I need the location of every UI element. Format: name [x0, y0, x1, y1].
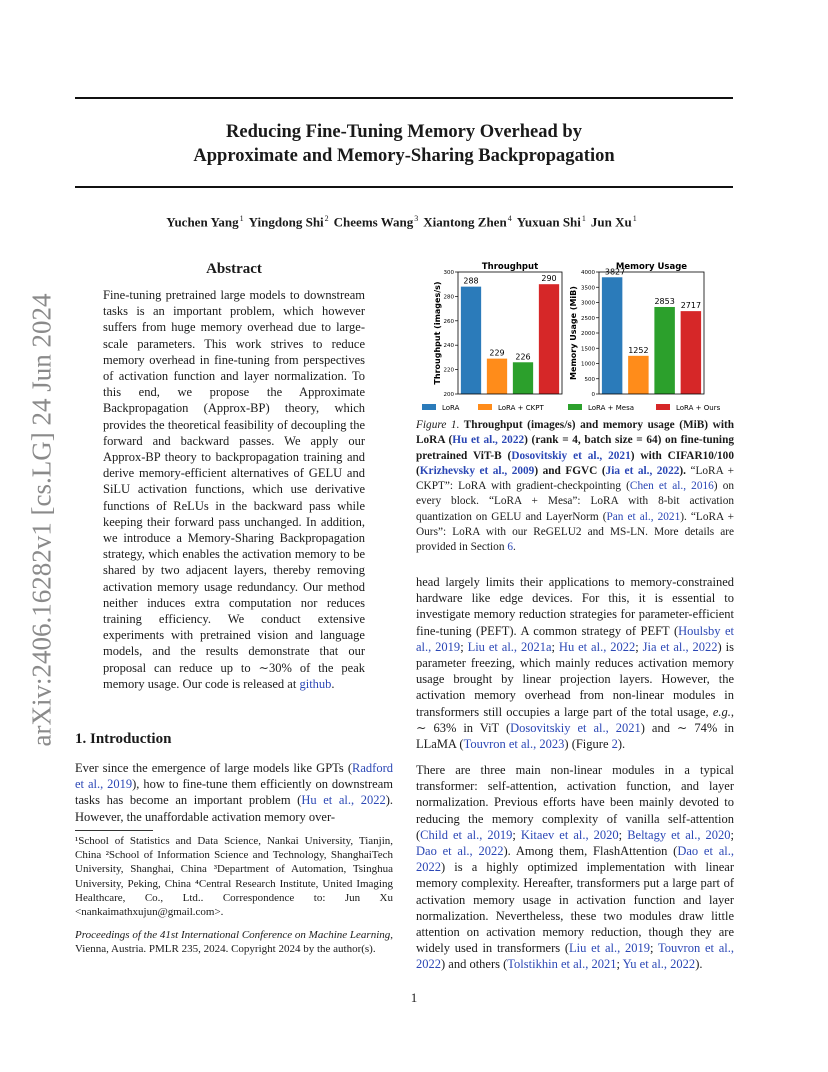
col2-text: ; — [512, 827, 521, 842]
figure-label: Figure 1. — [416, 419, 460, 431]
title-line-2: Approximate and Memory-Sharing Backpropagation — [193, 146, 615, 166]
chart-y-axis-label: Throughput (images/s) — [433, 281, 442, 385]
col2-text: ) is parameter freezing, which mainly reduces activation memory usage brought by linear projection layers. However, the activation memory overhead from non-linear modules in transformers still occupies a large part of the total usage, — [416, 639, 734, 719]
abstract-heading: Abstract — [206, 261, 262, 277]
col2-text: There are three main non-linear modules in a typical transformer: self-attention, activation function, and layer normalization. Previous efforts have been mainly devoted to reducing the memory complexity of vanilla self-attention ( — [416, 763, 734, 842]
legend-swatch — [478, 404, 492, 410]
intro-text: Ever since the emergence of large models like GPTs ( — [75, 761, 353, 775]
author-affiliation-mark: 2 — [324, 214, 329, 223]
legend-label: LoRA + CKPT — [498, 404, 544, 412]
author-name: Cheems Wang — [333, 214, 414, 230]
legend-label: LoRA + Ours — [676, 404, 721, 412]
chart-data-label: 3827 — [604, 267, 626, 277]
caption-citation-link[interactable]: Jia et al., 2022 — [605, 464, 680, 477]
chart-data-label: 1252 — [628, 345, 649, 355]
col2-citation-link[interactable]: Dao et al., 2022 — [416, 844, 734, 875]
caption-text: ) on every block. “LoRA + Mesa”: LoRA with 8-bit activation quantization on GELU and LayerNorm ( — [416, 480, 734, 523]
chart-y-tick-label: 280 — [443, 294, 454, 301]
col2-text: ) (Figure — [564, 737, 612, 752]
caption-body — [416, 419, 734, 553]
proceedings-note — [75, 928, 393, 956]
caption-citation-link[interactable]: Pan et al., 2021 — [606, 510, 681, 523]
legend-label: LoRA + Mesa — [588, 404, 635, 412]
chart-y-tick-label: 240 — [443, 343, 454, 350]
col2-citation-link[interactable]: Liu et al., 2021a — [467, 639, 552, 654]
legend-label: LoRA — [442, 404, 460, 412]
figure-1-caption — [416, 418, 734, 556]
author-list — [75, 214, 733, 230]
author-affiliation-mark: 4 — [507, 214, 512, 223]
legend-swatch — [656, 404, 670, 410]
caption-text: . — [512, 541, 516, 554]
caption-text: ). “LoRA + Ours”: LoRA with our ReGELU2 and MS-LN. More details are provided in Section — [416, 510, 734, 554]
col2-text: ; — [460, 639, 468, 654]
chart-bar — [539, 284, 559, 394]
col2-citation-link[interactable]: Houlsby et al., 2019 — [416, 623, 735, 654]
intro-text: ). However, the unaffordable activation memory over- — [75, 793, 394, 824]
intro-text: ), how to fine-tune them efficiently on downstream tasks has become an important problem ( — [75, 777, 393, 808]
author-name: Yuxuan Shi — [516, 214, 581, 230]
abstract-body: Fine-tuning pretrained large models to downstream tasks is an important problem, which however suffers from huge memory overhead due to large-scale parameters. This work strives to reduce memory overhead in fine-tuning from perspectives of activation function and layer normalization. To this end, we propose the Approximate Backpropagation (Approx-BP) theory, which provides the theoretical feasibility of decoupling the forward and backward passes. We apply our Approx-BP theory to backpropagation training and derive memory-efficient alternatives of GELU and SiLU activation functions, which use derivative functions of ReLUs in the backward pass while keeping their forward pass unchanged. In addition, we introduce a Memory-Sharing Backpropagation strategy, which enables the activation memory to be shared by two adjacent layers, thereby removing activation memory usage redundancy. Our method neither induces extra computation nor reduces training efficiency. We conduct extensive experiments with pretrained vision and language models, and the results demonstrate that our proposal can reduce up to ∼30% of the peak memory usage. Our code is released at github. — [103, 288, 365, 691]
caption-citation-link[interactable]: Krizhevsky et al., 2009 — [419, 464, 535, 477]
legend-swatch — [422, 404, 436, 410]
abstract-text: Fine-tuning pretrained large models to downstream tasks is an important problem, which however suffers from huge memory overhead due to large-scale parameters. This work strives to reduce memory overhead in fine-tuning from perspectives of activation function and layer normalization. To this end, we propose the Approximate Backpropagation (Approx-BP) theory, which provides the theoretical feasibility of decoupling the forward and backward passes. We apply our Approx-BP theory to backpropagation training and derive memory-efficient alternatives of GELU and SiLU activation functions, which use derivative functions of ReLUs in the backward pass while keeping their forward pass unchanged. In addition, we introduce a Memory-Sharing Backpropagation strategy, which enables the activation memory to be shared by two adjacent layers, thereby removing activation memory usage redundancy. Our method neither induces extra computation nor reduces training efficiency. We conduct extensive experiments with pretrained vision and language models, and the results demonstrate that our proposal can reduce up to ∼30% of the peak memory usage. Our code is released at — [103, 288, 365, 691]
col2-text: head largely limits their applications to memory-constrained hardware like edge devices. For this, it is essential to investigate memory reduction strategies for parameter-efficient fine-tuning (PEFT). A common strategy of PEFT ( — [416, 575, 734, 638]
col2-text: ; — [635, 639, 643, 654]
figure-1-charts — [416, 258, 734, 416]
caption-text: ) with CIFAR10/100 ( — [416, 449, 734, 477]
chart-bar — [461, 287, 481, 394]
affiliations-footnote: ¹School of Statistics and Data Science, Nankai University, Tianjin, China ²School of Information Science and Technology, ShanghaiTech University, Shanghai, China ³Department of Automation, Tsinghua University, Peking, China ⁴Central Research Institute, United Imaging Healthcare, Co., Ltd.. Correspondence to: Jun Xu <nankaimathxujun@gmail.com>. — [75, 835, 393, 919]
chart-y-tick-label: 4000 — [581, 270, 595, 276]
col2-citation-link[interactable]: Dao et al., 2022 — [416, 844, 504, 859]
chart-bar — [513, 362, 533, 394]
author-affiliation-mark: 1 — [632, 214, 637, 223]
col2-text: ) is a highly optimized implementation with linear memory complexity. Hereafter, transformers put a large part of activation memory usage in activation function and layer normalization. Nevertheless, these two modules draw little attention on activation memory reduction, though they are widely used in transformers ( — [416, 860, 734, 956]
chart-bar — [681, 311, 701, 394]
chart-data-label: 2853 — [654, 296, 675, 306]
chart-title: Memory Usage — [615, 262, 688, 272]
proceedings-italic: Proceedings of the 41st International Conference on Machine Learning — [75, 929, 391, 941]
col2-citation-link[interactable]: Touvron et al., 2023 — [463, 737, 565, 752]
chart-y-tick-label: 500 — [584, 376, 595, 383]
chart-y-tick-label: 2500 — [581, 315, 595, 322]
legend-swatch — [568, 404, 582, 410]
proceedings-rest: , Vienna, Austria. PMLR 235, 2024. Copyright 2024 by the author(s). — [75, 929, 393, 956]
col2-text: ; — [730, 827, 734, 842]
caption-text: ). — [679, 464, 686, 477]
col2-text: , ∼ 63% in ViT ( — [416, 704, 734, 735]
author-name: Jun Xu — [590, 214, 632, 230]
caption-text: Throughput (images/s) and memory usage (MiB) with LoRA ( — [416, 419, 734, 447]
col2-citation-link[interactable]: Yu et al., 2022 — [622, 957, 696, 972]
col2-text: ; — [551, 639, 559, 654]
title-bottom-rule — [75, 186, 733, 188]
chart-bar — [602, 277, 622, 394]
author-affiliation-mark: 3 — [414, 214, 419, 223]
chart-y-tick-label: 300 — [443, 270, 454, 276]
chart-data-label: 2717 — [680, 301, 702, 311]
col2-text: ; — [616, 957, 623, 972]
caption-text: “LoRA + CKPT”: LoRA with gradient-checkpointing ( — [416, 464, 735, 493]
col2-text: ; — [650, 941, 659, 956]
author-name: Yingdong Shi — [248, 214, 324, 230]
chart-y-tick-label: 200 — [443, 392, 454, 398]
chart-y-tick-label: 260 — [443, 318, 454, 325]
chart-data-label: 290 — [541, 274, 557, 284]
caption-citation-link[interactable]: 6 — [507, 541, 513, 554]
col2-citation-link[interactable]: 2 — [611, 737, 618, 752]
col2-text: ) and ∼ 74% in LLaMA ( — [416, 720, 734, 752]
arxiv-stamp: arXiv:2406.16282v1 [cs.LG] 24 Jun 2024 — [26, 293, 57, 747]
intro-paragraph-1 — [75, 760, 393, 825]
col2-citation-link[interactable]: Tolstikhin et al., 2021 — [507, 957, 617, 972]
col2-text: ; — [618, 827, 628, 842]
intro-citation-link[interactable]: Radford et al., 2019 — [75, 761, 393, 792]
chart-y-tick-label: 3000 — [581, 300, 595, 307]
col2-citation-link[interactable]: Liu et al., 2019 — [569, 941, 650, 956]
section-heading-introduction: 1. Introduction — [75, 731, 172, 747]
chart-y-tick-label: 2000 — [581, 331, 595, 337]
author-affiliation-mark: 1 — [581, 214, 586, 223]
col2-text: ). Among them, FlashAttention ( — [503, 844, 678, 859]
chart-bar — [628, 356, 648, 394]
chart-y-axis-label: Memory Usage (MiB) — [569, 286, 578, 380]
author-affiliation-mark: 1 — [239, 214, 244, 223]
caption-citation-link[interactable]: Chen et al., 2016 — [629, 480, 714, 493]
caption-text: ) (rank = 4, batch size = 64) on fine-tuning pretrained ViT-B ( — [416, 434, 735, 462]
github-link[interactable]: github — [299, 676, 332, 691]
author-name: Yuchen Yang — [166, 214, 239, 230]
col2-text: ) and others ( — [441, 957, 508, 972]
col2-citation-link[interactable]: Beltagy et al., 2020 — [627, 827, 731, 842]
caption-text: ) and FGVC ( — [534, 464, 606, 477]
chart-y-tick-label: 1500 — [581, 346, 595, 353]
col2-text: e.g. — [712, 704, 731, 719]
intro-citation-link[interactable]: Hu et al., 2022 — [301, 793, 386, 808]
col2-citation-link[interactable]: Kitaev et al., 2020 — [520, 827, 619, 842]
caption-citation-link[interactable]: Dosovitskiy et al., 2021 — [511, 449, 631, 462]
chart-data-label: 226 — [515, 352, 531, 362]
col2-citation-link[interactable]: Dosovitskiy et al., 2021 — [510, 720, 641, 735]
chart-title: Throughput — [481, 262, 539, 272]
col2-text: ). — [617, 737, 626, 752]
col2-citation-link[interactable]: Touvron et al., 2022 — [416, 941, 735, 972]
chart-data-label: 229 — [489, 348, 505, 358]
footnote-rule — [75, 830, 153, 831]
col2-citation-link[interactable]: Jia et al., 2022 — [642, 639, 718, 654]
chart-y-tick-label: 220 — [443, 367, 454, 374]
author-name: Xiantong Zhen — [423, 214, 507, 230]
chart-y-tick-label: 0 — [591, 392, 595, 398]
caption-citation-link[interactable]: Hu et al., 2022 — [452, 434, 525, 447]
chart-bar — [487, 359, 507, 394]
title-line-1: Reducing Fine-Tuning Memory Overhead by — [226, 122, 582, 142]
col2-text: ). — [695, 957, 703, 972]
page-number: 1 — [410, 990, 418, 1005]
chart-data-label: 288 — [463, 276, 479, 286]
top-rule — [75, 97, 733, 99]
chart-bar — [654, 307, 674, 394]
intro-paragraph-2 — [416, 762, 734, 973]
col2-citation-link[interactable]: Hu et al., 2022 — [558, 639, 636, 654]
col2-citation-link[interactable]: Child et al., 2019 — [420, 827, 513, 842]
intro-paragraph-1-continued — [416, 574, 734, 752]
chart-y-tick-label: 1000 — [581, 361, 595, 368]
chart-y-tick-label: 3500 — [581, 285, 595, 292]
paper-title — [75, 120, 733, 168]
